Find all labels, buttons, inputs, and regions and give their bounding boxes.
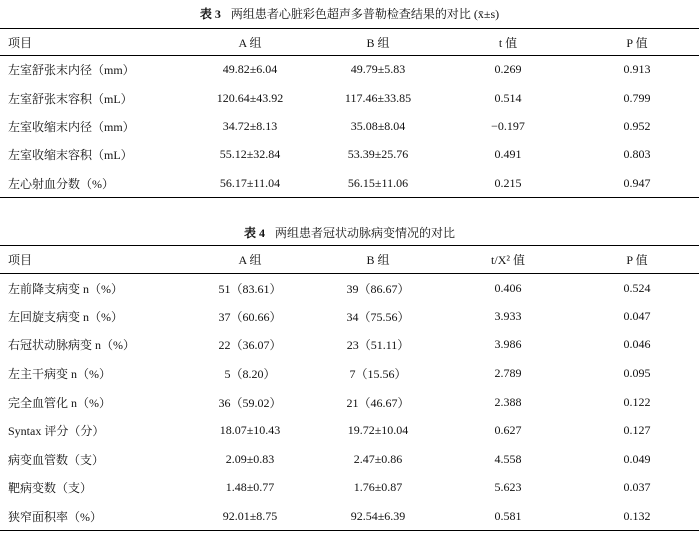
table-row	[0, 274, 699, 303]
column-header-group-b: B 组	[315, 29, 441, 56]
table4-header-row	[0, 246, 699, 274]
table-cell: 0.127	[623, 423, 651, 438]
row-label: 左室收缩末容积（mL）	[8, 148, 133, 163]
table4-label: 表 4	[243, 226, 265, 240]
table3-header-row	[0, 29, 699, 56]
table-cell: 37（60.66）	[218, 309, 282, 324]
table-cell: 19.72±10.04	[347, 423, 409, 438]
table3-title: 两组患者心脏彩色超声多普勒检查结果的对比 (x̄±s)	[230, 7, 500, 21]
table3-body	[0, 56, 699, 198]
column-header-t-value: t 值	[441, 29, 575, 56]
table-cell: 3.933	[494, 308, 522, 323]
table-cell: 0.803	[623, 147, 651, 162]
table-row	[0, 416, 699, 445]
table-row	[0, 141, 699, 169]
row-label: 左室收缩末内径（mm）	[8, 119, 135, 134]
table-cell: −0.197	[491, 118, 525, 133]
row-label: 左回旋支病变 n（%）	[8, 309, 123, 324]
table-cell: 5（8.20）	[224, 367, 276, 382]
table3-label: 表 3	[199, 7, 221, 21]
column-header-item: 项目	[0, 29, 185, 56]
table-row	[0, 359, 699, 388]
table-cell: 21（46.67）	[346, 395, 410, 410]
table-row	[0, 56, 699, 84]
table-cell: 0.524	[623, 280, 651, 295]
table-cell: 0.046	[623, 337, 651, 352]
table4	[0, 245, 699, 531]
table-cell: 56.17±11.04	[219, 175, 281, 190]
table-cell: 18.07±10.43	[219, 423, 281, 438]
row-label: 右冠状动脉病变 n（%）	[8, 338, 135, 353]
row-label: 左室舒张末容积（mL）	[8, 91, 133, 106]
row-label: 左主干病变 n（%）	[8, 367, 111, 382]
table-cell: 35.08±8.04	[350, 118, 406, 133]
row-label: 左心射血分数（%）	[8, 176, 114, 191]
table-cell: 49.79±5.83	[350, 62, 406, 77]
table-row	[0, 388, 699, 417]
table-cell: 1.76±0.87	[353, 480, 403, 495]
row-label: 靶病变数（支）	[8, 481, 93, 496]
table-row	[0, 84, 699, 112]
table-row	[0, 302, 699, 331]
table-cell: 0.132	[623, 508, 651, 523]
table-row	[0, 474, 699, 503]
table-cell: 0.947	[623, 175, 651, 190]
table-cell: 92.01±8.75	[222, 508, 278, 523]
table-cell: 0.799	[623, 90, 651, 105]
row-label: 完全血管化 n（%）	[8, 395, 111, 410]
table-cell: 0.514	[494, 90, 522, 105]
table-cell: 7（15.56）	[349, 367, 407, 382]
column-header-group-b: B 组	[315, 246, 441, 274]
table3-caption	[0, 6, 699, 22]
column-header-p-value: P 值	[575, 29, 699, 56]
table4-title: 两组患者冠状动脉病变情况的对比	[275, 226, 456, 240]
column-header-group-a: A 组	[185, 29, 315, 56]
table-cell: 2.789	[494, 366, 522, 381]
row-label: 狭窄面积率（%）	[8, 509, 102, 524]
table-cell: 4.558	[494, 451, 522, 466]
table-cell: 120.64±43.92	[216, 90, 284, 105]
column-header-group-a: A 组	[185, 246, 315, 274]
row-label: 病变血管数（支）	[8, 452, 105, 467]
column-header-p-value: P 值	[575, 246, 699, 274]
table3	[0, 28, 699, 198]
table-cell: 56.15±11.06	[347, 175, 409, 190]
table-row	[0, 331, 699, 360]
row-label: 左前降支病变 n（%）	[8, 281, 123, 296]
table-cell: 117.46±33.85	[344, 90, 412, 105]
row-label: Syntax 评分（分）	[8, 424, 105, 439]
table-cell: 0.049	[623, 451, 651, 466]
column-header-t-chi-value: t/X² 值	[441, 246, 575, 274]
table-cell: 2.47±0.86	[353, 451, 403, 466]
table-cell: 49.82±6.04	[222, 62, 278, 77]
table-cell: 0.215	[494, 175, 522, 190]
table-row	[0, 112, 699, 140]
table-cell: 53.39±25.76	[347, 147, 409, 162]
column-header-item: 项目	[0, 246, 185, 274]
table-cell: 1.48±0.77	[225, 480, 275, 495]
table-cell: 0.122	[623, 394, 651, 409]
table-cell: 0.037	[623, 480, 651, 495]
table-cell: 0.627	[494, 423, 522, 438]
table-cell: 2.09±0.83	[225, 451, 275, 466]
table-cell: 39（86.67）	[346, 281, 410, 296]
table-cell: 3.986	[494, 337, 522, 352]
table-cell: 55.12±32.84	[219, 147, 281, 162]
table-cell: 92.54±6.39	[350, 508, 406, 523]
table4-body	[0, 274, 699, 531]
table-row	[0, 169, 699, 197]
table-cell: 51（83.61）	[218, 281, 282, 296]
table-cell: 34（75.56）	[346, 309, 410, 324]
table-cell: 5.623	[494, 480, 522, 495]
table-cell: 0.095	[623, 366, 651, 381]
table-cell: 0.952	[623, 118, 651, 133]
table-cell: 23（51.11）	[346, 338, 410, 353]
table-cell: 0.047	[623, 308, 651, 323]
table-cell: 22（36.07）	[218, 338, 282, 353]
table-cell: 34.72±8.13	[222, 118, 278, 133]
table-row	[0, 502, 699, 531]
table-cell: 2.388	[494, 394, 522, 409]
table-cell: 0.581	[494, 508, 522, 523]
table-cell: 0.491	[494, 147, 522, 162]
table-cell: 0.913	[623, 62, 651, 77]
table-cell: 0.406	[494, 280, 522, 295]
table-row	[0, 445, 699, 474]
table4-caption	[0, 225, 699, 241]
table-cell: 36（59.02）	[218, 395, 282, 410]
table-cell: 0.269	[494, 62, 522, 77]
row-label: 左室舒张末内径（mm）	[8, 63, 135, 78]
